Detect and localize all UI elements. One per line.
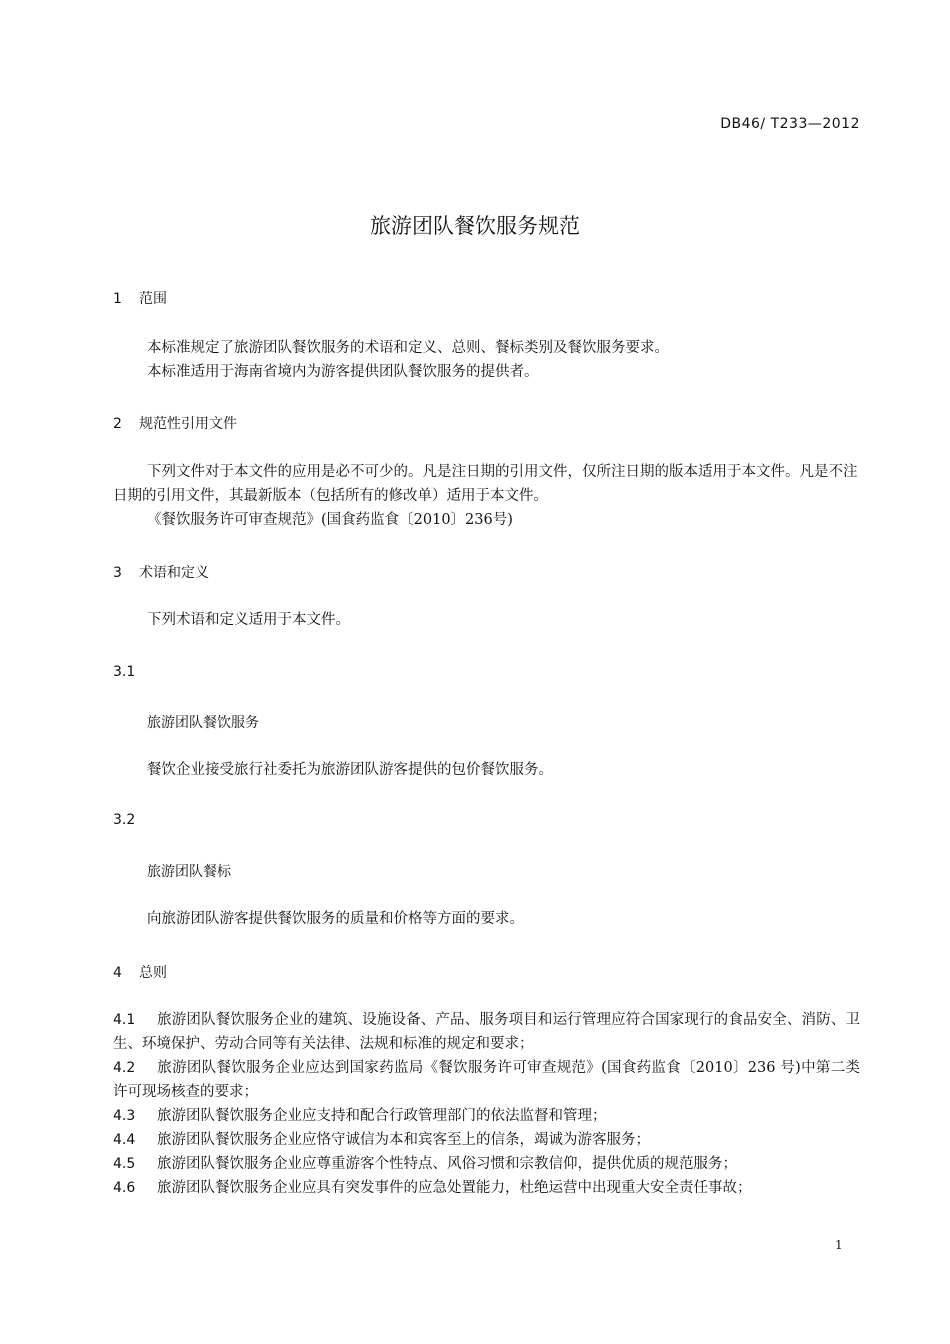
- clause-text: 旅游团队餐饮服务企业应支持和配合行政管理部门的依法监督和管理；: [157, 1108, 607, 1124]
- clause-item: [113, 1152, 860, 1176]
- clause-text: 旅游团队餐饮服务企业的建筑、设施设备、产品、服务项目和运行管理应符合国家现行的食品安全、消防、卫生、环境保护、劳动合同等有关法律、法规和标准的规定和要求；: [113, 1012, 860, 1052]
- section-number: 4: [113, 965, 122, 981]
- section-title: 规范性引用文件: [139, 416, 237, 432]
- paragraph: 下列文件对于本文件的应用是必不可少的。凡是注日期的引用文件，仅所注日期的版本适用于本文件。凡是不注日期的引用文件，其最新版本（包括所有的修改单）适用于本文件。: [113, 464, 858, 504]
- section-title: 术语和定义: [139, 565, 209, 581]
- clause-number: 4.6: [113, 1180, 136, 1196]
- clause-item: [113, 1008, 860, 1056]
- clause-text: 旅游团队餐饮服务企业应达到国家药监局《餐饮服务许可审查规范》(国食药监食〔2010〕236 号)中第二类许可现场核查的要求；: [113, 1060, 860, 1100]
- term-number: 3.2: [113, 812, 136, 828]
- section-heading-3: [113, 562, 209, 582]
- document-code: DB46/ T233—2012: [720, 116, 860, 132]
- clause-text: 旅游团队餐饮服务企业应尊重游客个性特点、风俗习惯和宗教信仰，提供优质的规范服务；: [157, 1156, 737, 1172]
- reference-item: 《餐饮服务许可审查规范》(国食药监食〔2010〕236号): [147, 512, 513, 528]
- clause-number: 4.2: [113, 1060, 136, 1076]
- page-number: 1: [835, 1238, 843, 1252]
- paragraph: 本标准适用于海南省境内为游客提供团队餐饮服务的提供者。: [147, 364, 539, 380]
- section-heading-1: [113, 288, 167, 308]
- clause-text: 旅游团队餐饮服务企业应具有突发事件的应急处置能力，杜绝运营中出现重大安全责任事故；: [157, 1180, 752, 1196]
- clause-item: [113, 1176, 860, 1200]
- paragraph: 本标准规定了旅游团队餐饮服务的术语和定义、总则、餐标类别及餐饮服务要求。: [147, 340, 669, 356]
- document-title: 旅游团队餐饮服务规范: [370, 214, 580, 238]
- section-heading-4: [113, 962, 167, 982]
- clause-number: 4.3: [113, 1108, 136, 1124]
- clause-number: 4.5: [113, 1156, 136, 1172]
- section-number: 2: [113, 416, 122, 432]
- term-name: 旅游团队餐标: [147, 864, 231, 880]
- paragraph: 下列术语和定义适用于本文件。: [147, 612, 350, 628]
- clause-number: 4.4: [113, 1132, 136, 1148]
- section-number: 3: [113, 565, 122, 581]
- term-number: 3.1: [113, 664, 136, 680]
- clause-item: [113, 1104, 860, 1128]
- clause-item: [113, 1056, 860, 1104]
- term-definition: 餐饮企业接受旅行社委托为旅游团队游客提供的包价餐饮服务。: [147, 762, 553, 778]
- section-number: 1: [113, 291, 122, 307]
- term-name: 旅游团队餐饮服务: [147, 715, 259, 731]
- clause-number: 4.1: [113, 1012, 136, 1028]
- term-definition: 向旅游团队游客提供餐饮服务的质量和价格等方面的要求。: [147, 911, 524, 927]
- section-heading-2: [113, 413, 237, 433]
- clause-item: [113, 1128, 860, 1152]
- clause-text: 旅游团队餐饮服务企业应恪守诚信为本和宾客至上的信条，竭诚为游客服务；: [157, 1132, 650, 1148]
- section-title: 总则: [139, 965, 167, 981]
- section-title: 范围: [139, 291, 167, 307]
